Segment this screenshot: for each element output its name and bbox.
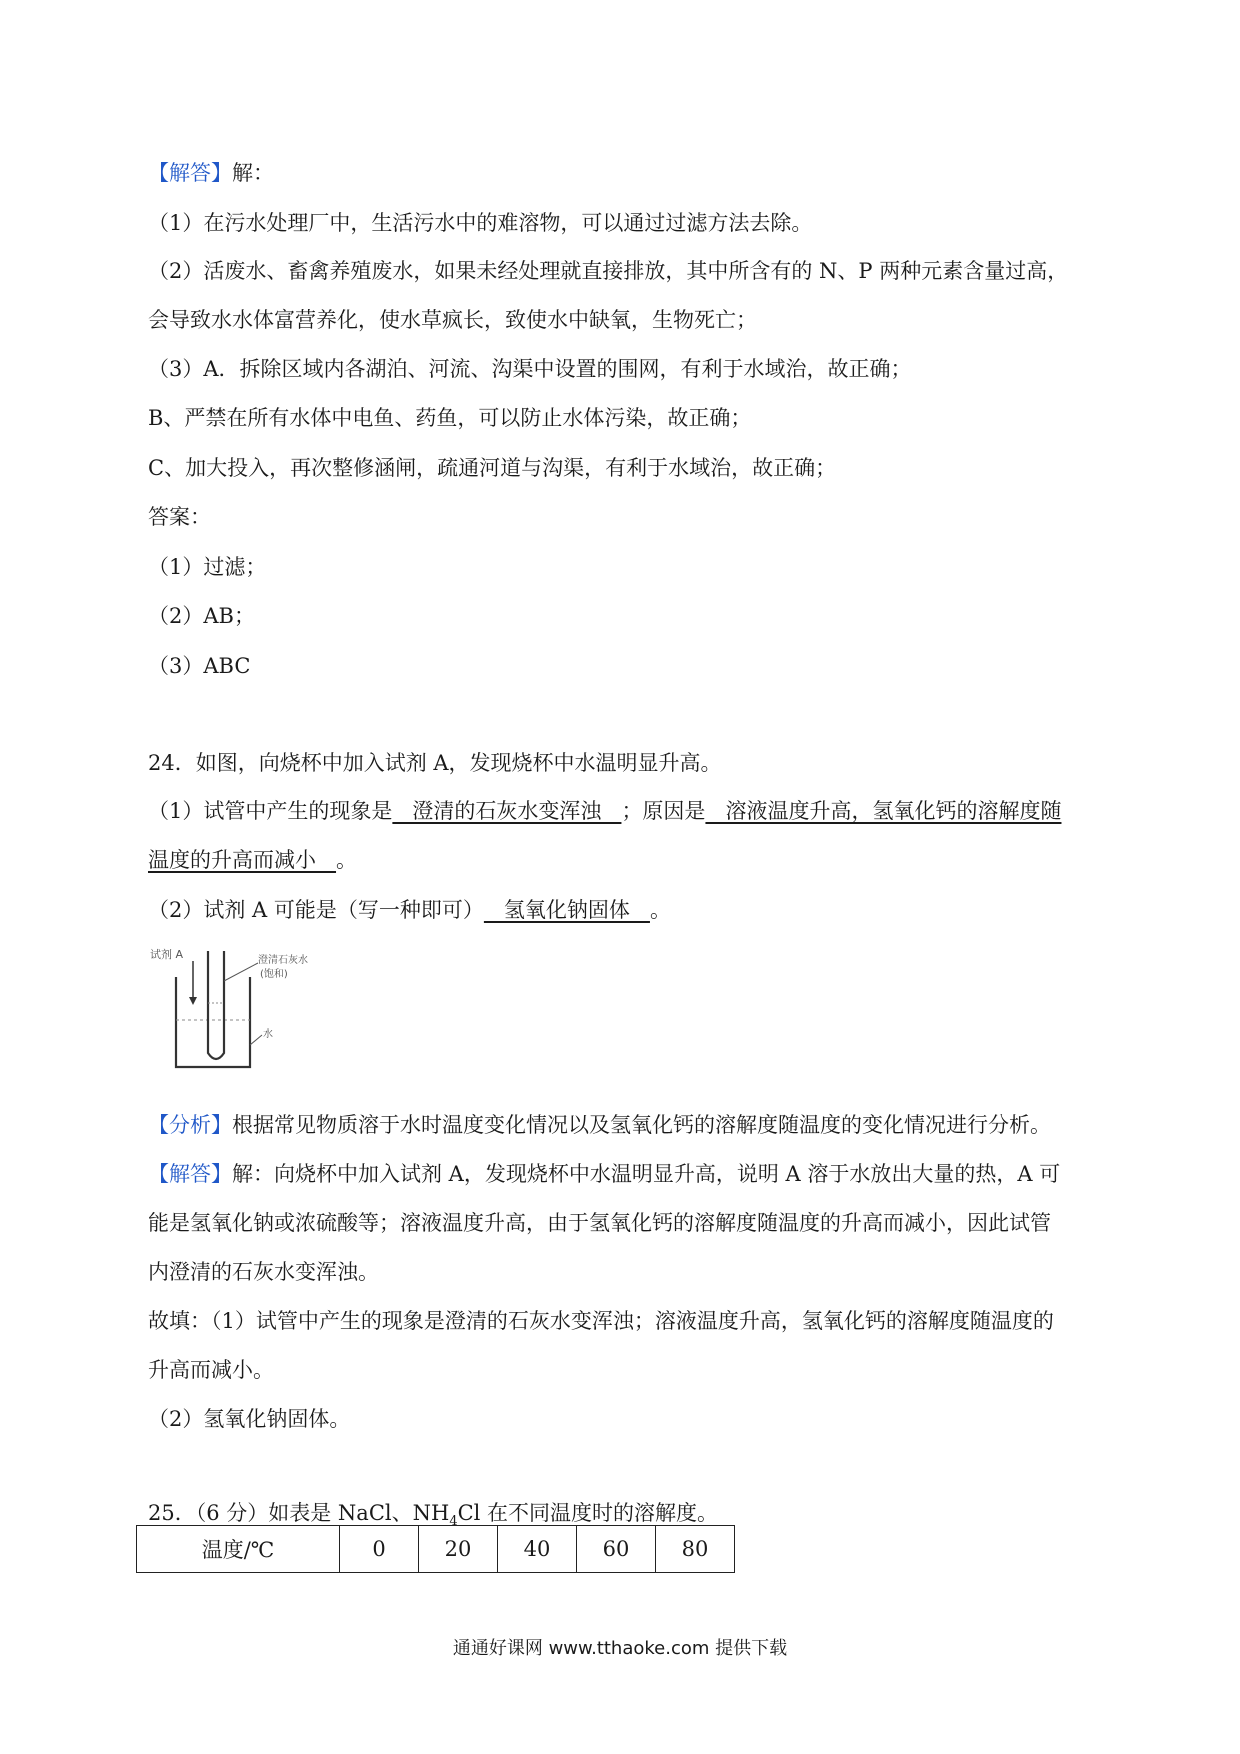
- q24-fill-summary-3: （2）氢氧化钠固体。: [148, 1407, 351, 1431]
- solution-line-2b: 会导致水水体富营养化，使水草疯长，致使水中缺氧，生物死亡；: [148, 308, 757, 332]
- test-tube: [208, 951, 224, 1059]
- q24-sub2: （2）试剂 A 可能是（写一种即可） 氢氧化钠固体 。: [148, 898, 671, 922]
- solution-line-1: （1）在污水处理厂中，生活污水中的难溶物，可以通过过滤方法去除。: [148, 211, 813, 235]
- temp-cell: 20: [419, 1526, 498, 1573]
- jieda-tag-2: 【解答】: [148, 1162, 232, 1186]
- q24-analysis: 【分析】根据常见物质溶于水时温度变化情况以及氢氧化钙的溶解度随温度的变化情况进行分析。: [148, 1113, 1051, 1137]
- solution-line-3: （3）A．拆除区域内各湖泊、河流、沟渠中设置的围网，有利于水域治，故正确；: [148, 357, 912, 381]
- q24-sub1: （1）试管中产生的现象是 澄清的石灰水变浑浊 ；原因是 溶液温度升高，氢氧化钙的溶解度随: [148, 799, 1062, 823]
- table-row: [137, 1526, 735, 1573]
- answer-label: 答案：: [148, 505, 211, 529]
- answer-3: （3）ABC: [148, 654, 251, 678]
- q24-fill-summary-2: 升高而减小。: [148, 1358, 274, 1382]
- q24-blank-2a: 溶液温度升高，氢氧化钙的溶解度随: [705, 799, 1062, 823]
- solution-line-4: B、严禁在所有水体中电鱼、药鱼，可以防止水体污染，故正确；: [148, 406, 752, 430]
- figure-label-limewater: 澄清石灰水: [258, 955, 308, 966]
- solution-line-5: C、加大投入，再次整修涵闸，疏通河道与沟渠，有利于水域治，故正确；: [148, 456, 837, 480]
- water-pointer: [250, 1035, 262, 1045]
- q24-solution-2: 能是氢氧化钠或浓硫酸等；溶液温度升高，由于氢氧化钙的溶解度随温度的升高而减小，因此试管: [148, 1211, 1051, 1235]
- q24-fill-summary-1: 故填：（1）试管中产生的现象是澄清的石灰水变浑浊；溶液温度升高，氢氧化钙的溶解度随温度的: [148, 1309, 1054, 1333]
- reagent-arrowhead: [189, 997, 197, 1005]
- beaker-figure: [148, 945, 333, 1075]
- q24-blank-1: 澄清的石灰水变浑浊: [392, 799, 622, 823]
- q24-stem: 24．如图，向烧杯中加入试剂 A，发现烧杯中水温明显升高。: [148, 751, 722, 775]
- answer-1: （1）过滤；: [148, 555, 267, 579]
- beaker: [176, 977, 250, 1067]
- solution-heading: 【解答】解：: [148, 161, 274, 185]
- table-header-cell: 温度/℃: [137, 1526, 340, 1573]
- answer-2: （2）AB；: [148, 604, 255, 628]
- temp-cell: 40: [498, 1526, 577, 1573]
- q24-blank-3: 氢氧化钠固体: [483, 898, 650, 922]
- q24-solution-3: 内澄清的石灰水变浑浊。: [148, 1260, 379, 1284]
- solubility-table: [136, 1525, 735, 1573]
- jieda-tag: 【解答】: [148, 161, 232, 185]
- q24-solution-1: 【解答】解：向烧杯中加入试剂 A，发现烧杯中水温明显升高，说明 A 溶于水放出大量的热，A 可: [148, 1162, 1061, 1186]
- page-footer: 通通好课网 www.tthaoke.com 提供下载: [452, 1638, 788, 1659]
- q24-blank-2b: 温度的升高而减小: [148, 848, 337, 872]
- figure-label-water: 水: [263, 1029, 273, 1040]
- temp-cell: 60: [577, 1526, 656, 1573]
- figure-label-saturated: (饱和): [260, 969, 288, 980]
- limewater-pointer: [224, 963, 258, 981]
- fenxi-tag: 【分析】: [148, 1113, 232, 1137]
- temp-cell: 80: [656, 1526, 735, 1573]
- temp-cell: 0: [340, 1526, 419, 1573]
- q24-sub1-cont: 温度的升高而减小 。: [148, 848, 358, 872]
- figure-label-reagent: 试剂 A: [150, 948, 184, 961]
- q25-stem: 25．（6 分）如表是 NaCl、$NH_4Cl$ 在不同温度时的溶解度。: [148, 1501, 719, 1530]
- solution-line-2a: （2）活废水、畜禽养殖废水，如果未经处理就直接排放，其中所含有的 N、P 两种元素含量过高，: [148, 259, 1069, 283]
